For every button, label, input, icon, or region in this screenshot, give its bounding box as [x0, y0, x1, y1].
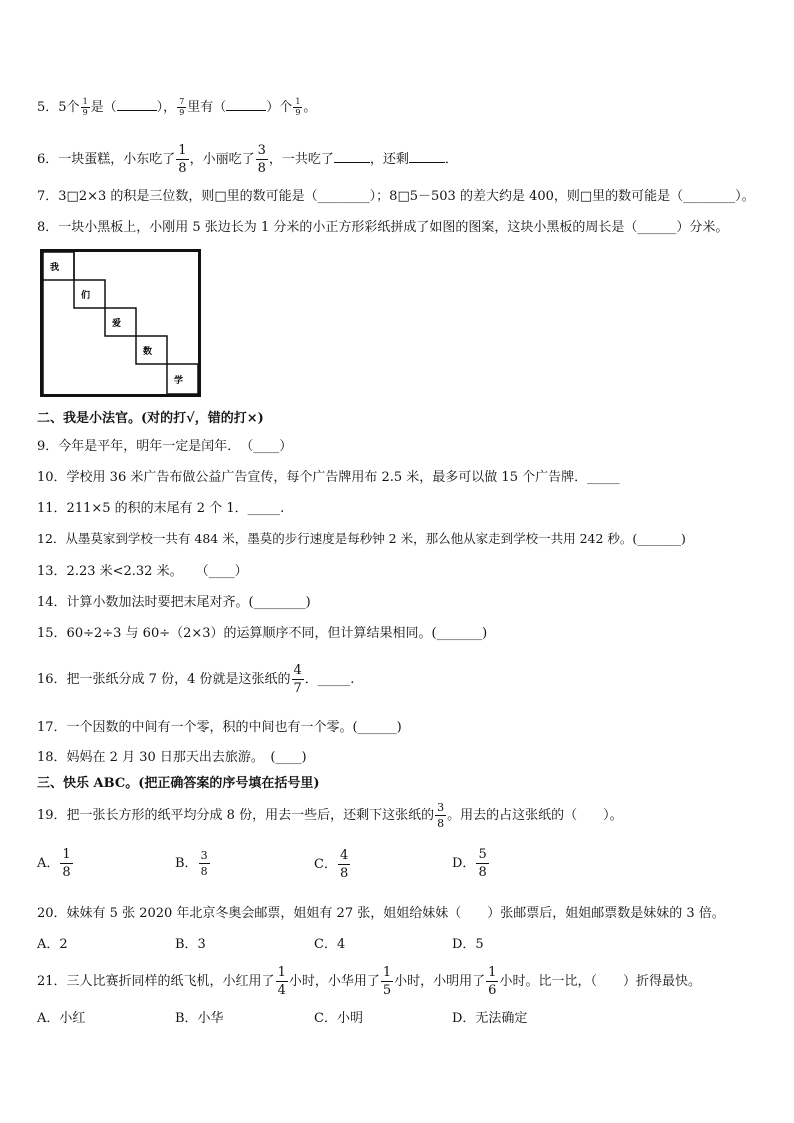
fraction: $\frac{3}{8}$ [437, 801, 445, 830]
fraction: $\frac{1}{4}$ [277, 965, 286, 998]
q19-option-b[interactable]: B． $\frac{3}{8}$ [175, 849, 208, 878]
q19-option-c[interactable]: C． $\frac{4}{8}$ [314, 848, 349, 881]
q20-option-b[interactable]: B．3 [175, 937, 206, 952]
square-char-2: 们 [81, 291, 91, 301]
fraction: $\frac{3}{8}$ [200, 849, 208, 878]
section-2-title: 二、我是小法官。(对的打√，错的打×) [37, 411, 264, 426]
answer-blank[interactable] [117, 98, 157, 111]
answer-blank[interactable] [409, 150, 445, 163]
q19-option-d[interactable]: D． $\frac{5}{8}$ [452, 847, 487, 880]
question-17: 17．一个因数的中间有一个零，积的中间也有一个零。(______) [37, 720, 402, 735]
q20-option-c[interactable]: C．4 [314, 937, 346, 952]
question-6: 6．一块蛋糕，小东吃了 $\frac{1}{8}$ ，小丽吃了 $\frac{3}{8}$ ，一共吃了 ，还剩 ． [37, 143, 458, 176]
fraction: $\frac{1}{9}$ [82, 97, 88, 117]
square-char-5: 学 [174, 376, 184, 386]
question-21: 21．三人比赛折同样的纸飞机，小红用了 $\frac{1}{4}$ 小时，小华用了 $\frac{1}{5}$ 小时，小明用了 $\frac{1}{6}$ 小时。比一比，（ ）折得最快。 [37, 965, 701, 998]
fraction: $\frac{1}{9}$ [295, 97, 301, 117]
question-19: 19．把一张长方形的纸平均分成 8 份，用去一些后，还剩下这张纸的 $\frac{3}{8}$ 。用去的占这张纸的（ ）。 [37, 801, 623, 830]
q20-option-d[interactable]: D．5 [452, 937, 484, 952]
q21-option-d[interactable]: D．无法确定 [452, 1011, 528, 1026]
question-20: 20．妹妹有 5 张 2020 年北京冬奥会邮票，姐姐有 27 张，姐姐给妹妹（ ）张邮票后，姐姐邮票数是妹妹的 3 倍。 [37, 906, 725, 921]
square-char-1: 我 [50, 263, 60, 273]
question-5: 5．5个 $\frac{1}{9}$ 是（ ）， $\frac{7}{9}$ 里有（ ）个 $\frac{1}{9}$ 。 [37, 97, 317, 117]
fraction: $\frac{4}{8}$ [339, 848, 349, 881]
q20-option-a[interactable]: A．2 [37, 937, 68, 952]
question-8: 8．一块小黑板上，小刚用 5 张边长为 1 分米的小正方形彩纸拼成了如图的图案，这块小黑板的周长是（______）分米。 [37, 220, 729, 235]
question-12: 12．从墨莫家到学校一共有 484 米，墨莫的步行速度是每秒钟 2 米，那么他从家走到学校一共用 242 秒。(_______) [37, 531, 686, 546]
fraction: $\frac{1}{8}$ [62, 847, 71, 880]
fraction: $\frac{7}{9}$ [179, 97, 185, 117]
question-10: 10．学校用 36 米广告布做公益广告宣传，每个广告牌用布 2.5 米，最多可以做 15 个广告牌．_____ [37, 470, 620, 485]
fraction: $\frac{1}{8}$ [178, 143, 187, 176]
fraction: $\frac{1}{5}$ [382, 965, 392, 998]
answer-blank[interactable] [334, 150, 370, 163]
q21-option-a[interactable]: A．小红 [37, 1011, 86, 1026]
question-14: 14．计算小数加法时要把末尾对齐。(________) [37, 595, 311, 610]
q21-option-c[interactable]: C．小明 [314, 1011, 363, 1026]
answer-blank[interactable] [226, 98, 266, 111]
fraction: $\frac{4}{7}$ [293, 663, 302, 696]
question-13: 13．2.23 米<2.32 米。 （____） [37, 564, 248, 579]
square-char-4: 数 [143, 347, 153, 357]
section-3-title: 三、快乐 ABC。(把正确答案的序号填在括号里) [37, 776, 320, 791]
q19-option-a[interactable]: A． $\frac{1}{8}$ [37, 847, 71, 880]
question-15: 15．60÷2÷3 与 60÷（2×3）的运算顺序不同，但计算结果相同。(_______) [37, 626, 488, 641]
square-char-3: 爱 [112, 319, 122, 329]
question-7: 7．3□2×3 的积是三位数，则□里的数可能是（________）；8□5－503 的差大约是 400，则□里的数可能是（________）。 [37, 189, 755, 204]
fraction: $\frac{5}{8}$ [478, 847, 487, 880]
question-18: 18．妈妈在 2 月 30 日那天出去旅游。 (____) [37, 750, 307, 765]
question-16: 16．把一张纸分成 7 份，4 份就是这张纸的 $\frac{4}{7}$ ．_____. [37, 663, 355, 696]
fraction: $\frac{3}{8}$ [257, 143, 266, 176]
question-9: 9．今年是平年，明年一定是闰年． （____） [37, 439, 293, 454]
fraction: $\frac{1}{6}$ [488, 965, 497, 998]
blackboard-figure [40, 249, 201, 397]
q21-option-b[interactable]: B．小华 [175, 1011, 224, 1026]
question-11: 11．211×5 的积的末尾有 2 个 1．_____. [37, 501, 285, 516]
